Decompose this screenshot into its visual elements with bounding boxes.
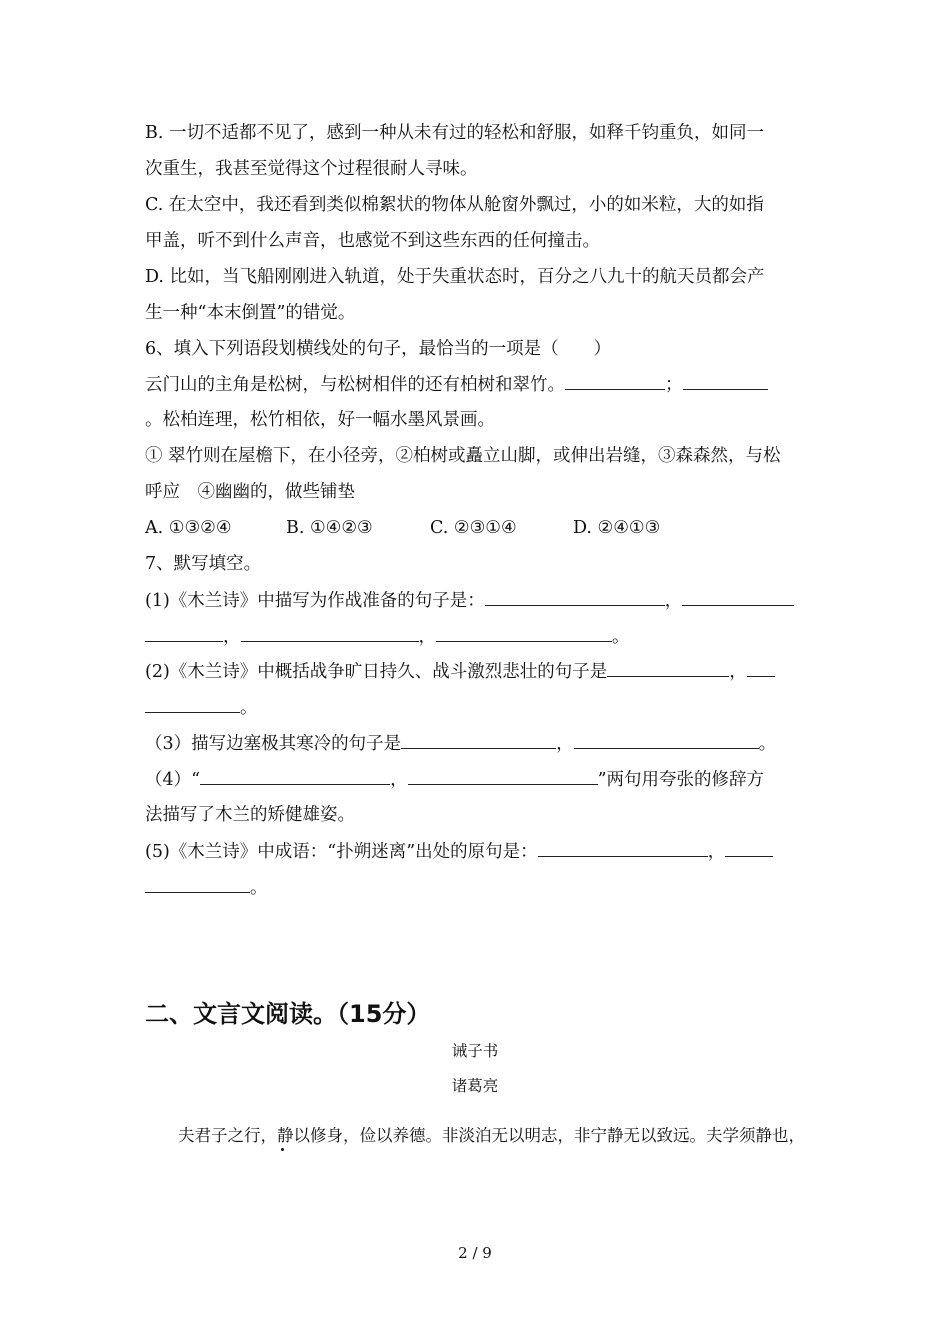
- blank: [145, 875, 250, 893]
- question-7-5-line-1: [145, 839, 773, 864]
- question-7-2-line-2: [145, 695, 258, 720]
- choice-d: D. ②④①③: [573, 518, 661, 538]
- comma: ，: [418, 627, 436, 647]
- blank: [408, 767, 598, 785]
- blank: [725, 839, 773, 857]
- choice-c: C. ②③①④: [430, 518, 517, 538]
- comma: ，: [390, 770, 408, 790]
- passage-text-line: 夫君子之行，静以修身，俭以养德。非淡泊无以明志，非宁静无以致远。夫学须静也，: [178, 1126, 805, 1145]
- option-b-line-1: B. 一切不适都不见了，感到一种从未有过的轻松和舒服，如释千钧重负，如同一: [145, 123, 764, 143]
- option-d-line-2: 生一种“本末倒置”的错觉。: [145, 303, 356, 323]
- option-c-line-1: C. 在太空中，我还看到类似棉絮状的物体从舱窗外飘过，小的如米粒，大的如指: [145, 195, 764, 215]
- choice-b: B. ①④②③: [286, 518, 373, 538]
- question-7-1-line-1: [145, 588, 794, 613]
- blank: [200, 767, 390, 785]
- page-number: 2 / 9: [458, 1244, 492, 1262]
- blank: [683, 372, 768, 390]
- passage-author: 诸葛亮: [451, 1077, 499, 1095]
- blank: [485, 588, 665, 606]
- emphasis-dot: [281, 1148, 284, 1151]
- question-7-4-line-1: [145, 767, 764, 792]
- blank: [241, 624, 419, 642]
- period: 。: [240, 698, 258, 718]
- question-7-5-line-2: [145, 875, 268, 900]
- blank: [401, 731, 556, 749]
- question-7-3: [145, 731, 776, 756]
- blank: [682, 588, 794, 606]
- blank: [565, 372, 665, 390]
- question-7-4-close: ”两句用夸张的修辞方: [597, 770, 765, 790]
- separator: ；: [665, 375, 683, 395]
- comma: ，: [556, 734, 574, 754]
- question-7-1-text: (1)《木兰诗》中描写为作战准备的句子是：: [145, 591, 485, 611]
- question-7-2-line-1: [145, 659, 775, 684]
- comma: ，: [729, 662, 747, 682]
- question-7: 7、默写填空。: [145, 554, 262, 574]
- comma: ，: [707, 842, 726, 862]
- blank: [436, 624, 612, 642]
- option-c-line-2: 甲盖，听不到什么声音，也感觉不到这些东西的任何撞击。: [145, 231, 600, 251]
- question-7-3-text: （3）描写边塞极其寒冷的句子是: [145, 734, 402, 754]
- passage-title: 诫子书: [451, 1042, 499, 1060]
- period: 。: [612, 627, 630, 647]
- period: 。: [250, 878, 268, 898]
- passage-text: 云门山的主角是松树，与松树相伴的还有柏树和翠竹。: [145, 375, 565, 395]
- blank: [574, 731, 759, 749]
- question-7-2-text: (2)《木兰诗》中概括战争旷日持久、战斗激烈悲壮的句子是: [145, 662, 608, 682]
- comma: ，: [664, 591, 683, 611]
- question-7-4-line-2: 法描写了木兰的矫健雄姿。: [145, 805, 355, 825]
- question-6: 6、填入下列语段划横线处的句子，最恰当的一项是（ ）: [145, 339, 612, 359]
- blank: [145, 624, 223, 642]
- choice-a: A. ①③②④: [145, 518, 232, 538]
- comma: ，: [223, 627, 241, 647]
- blank: [538, 839, 708, 857]
- blank: [145, 695, 240, 713]
- blank: [607, 659, 729, 677]
- question-7-1-line-2: [145, 624, 630, 649]
- question-6-options-line-2: 呼应 ④幽幽的，做些铺垫: [145, 482, 355, 502]
- question-6-choices: [145, 516, 660, 540]
- question-7-5-text: (5)《木兰诗》中成语：“扑朔迷离”出处的原句是：: [145, 842, 538, 862]
- question-6-options-line-1: ① 翠竹则在屋檐下，在小径旁，②柏树或矗立山脚，或伸出岩缝，③森森然，与松: [145, 446, 781, 466]
- question-6-passage-line-2: 。松柏连理，松竹相依，好一幅水墨风景画。: [145, 410, 495, 430]
- period: 。: [758, 734, 777, 754]
- question-7-4-open: （4）“: [145, 770, 201, 790]
- option-b-line-2: 次重生，我甚至觉得这个过程很耐人寻味。: [145, 159, 478, 179]
- question-6-passage-line-1: [145, 372, 768, 397]
- option-d-line-1: D. 比如，当飞船刚刚进入轨道，处于失重状态时，百分之八九十的航天员都会产: [145, 267, 765, 287]
- section-title: 二、文言文阅读。（15分）: [145, 1000, 431, 1028]
- blank: [747, 659, 775, 677]
